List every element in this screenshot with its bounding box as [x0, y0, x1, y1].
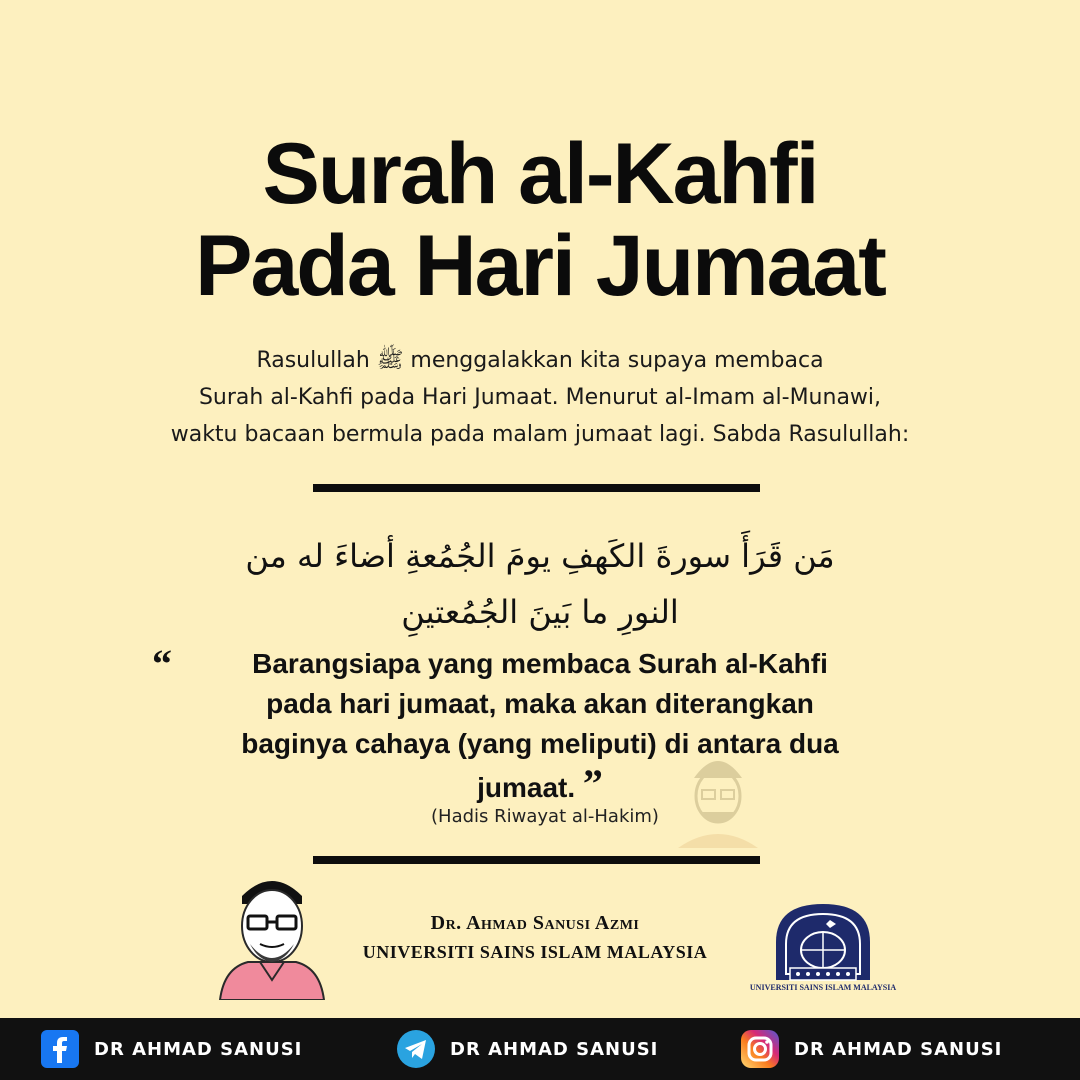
divider-top: [313, 484, 760, 492]
quote-line: jumaat.: [477, 772, 576, 803]
quote-line: baginya cahaya (yang meliputi) di antara dua: [241, 728, 839, 759]
author-name: Dr. Ahmad Sanusi Azmi: [430, 912, 640, 934]
intro-paragraph: [90, 342, 990, 453]
intro-line: waktu bacaan bermula pada malam jumaat lagi. Sabda Rasulullah:: [170, 422, 910, 447]
logo-caption: UNIVERSITI SAINS ISLAM MALAYSIA: [749, 983, 897, 992]
footer-bar: [0, 1018, 1080, 1080]
open-quote-mark: “: [152, 641, 172, 686]
intro-line: Surah al-Kahfi pada Hari Jumaat. Menurut al-Imam al-Munawi,: [198, 385, 882, 410]
divider-bottom: [313, 856, 760, 864]
author-avatar: [216, 868, 328, 1000]
arabic-line: النورِ ما بَينَ الجُمُعتينِ: [401, 593, 679, 631]
instagram-label[interactable]: DR AHMAD SANUSI: [794, 1038, 1003, 1060]
intro-line: Rasulullah ﷺ menggalakkan kita supaya membaca: [256, 348, 824, 373]
telegram-label[interactable]: DR AHMAD SANUSI: [450, 1038, 659, 1060]
social-instagram[interactable]: [740, 1018, 1002, 1080]
close-quote-mark: ”: [582, 761, 603, 806]
telegram-icon[interactable]: [396, 1029, 436, 1069]
social-facebook[interactable]: [40, 1018, 302, 1080]
instagram-icon[interactable]: [740, 1029, 780, 1069]
arabic-line: مَن قَرَأَ سورةَ الكَهفِ يومَ الجُمُعةِ أضاءَ له من: [245, 537, 835, 575]
arabic-hadith: [140, 528, 940, 640]
hadith-translation: [145, 644, 935, 808]
title-line-1: Surah al-Kahfi: [262, 126, 818, 222]
quote-line-last: [145, 761, 935, 808]
title-line-2: Pada Hari Jumaat: [195, 218, 885, 314]
watermark-portrait-icon: [672, 748, 764, 848]
quote-line: Barangsiapa yang membaca Surah al-Kahfi: [252, 648, 828, 679]
author-university: UNIVERSITI SAINS ISLAM MALAYSIA: [362, 942, 708, 962]
facebook-label[interactable]: DR AHMAD SANUSI: [94, 1038, 303, 1060]
usim-logo-icon: [770, 898, 876, 1014]
quote-line: pada hari jumaat, maka akan diterangkan: [266, 688, 814, 719]
social-telegram[interactable]: [396, 1018, 658, 1080]
facebook-icon[interactable]: [40, 1029, 80, 1069]
hadith-source: (Hadis Riwayat al-Hakim): [431, 806, 659, 827]
